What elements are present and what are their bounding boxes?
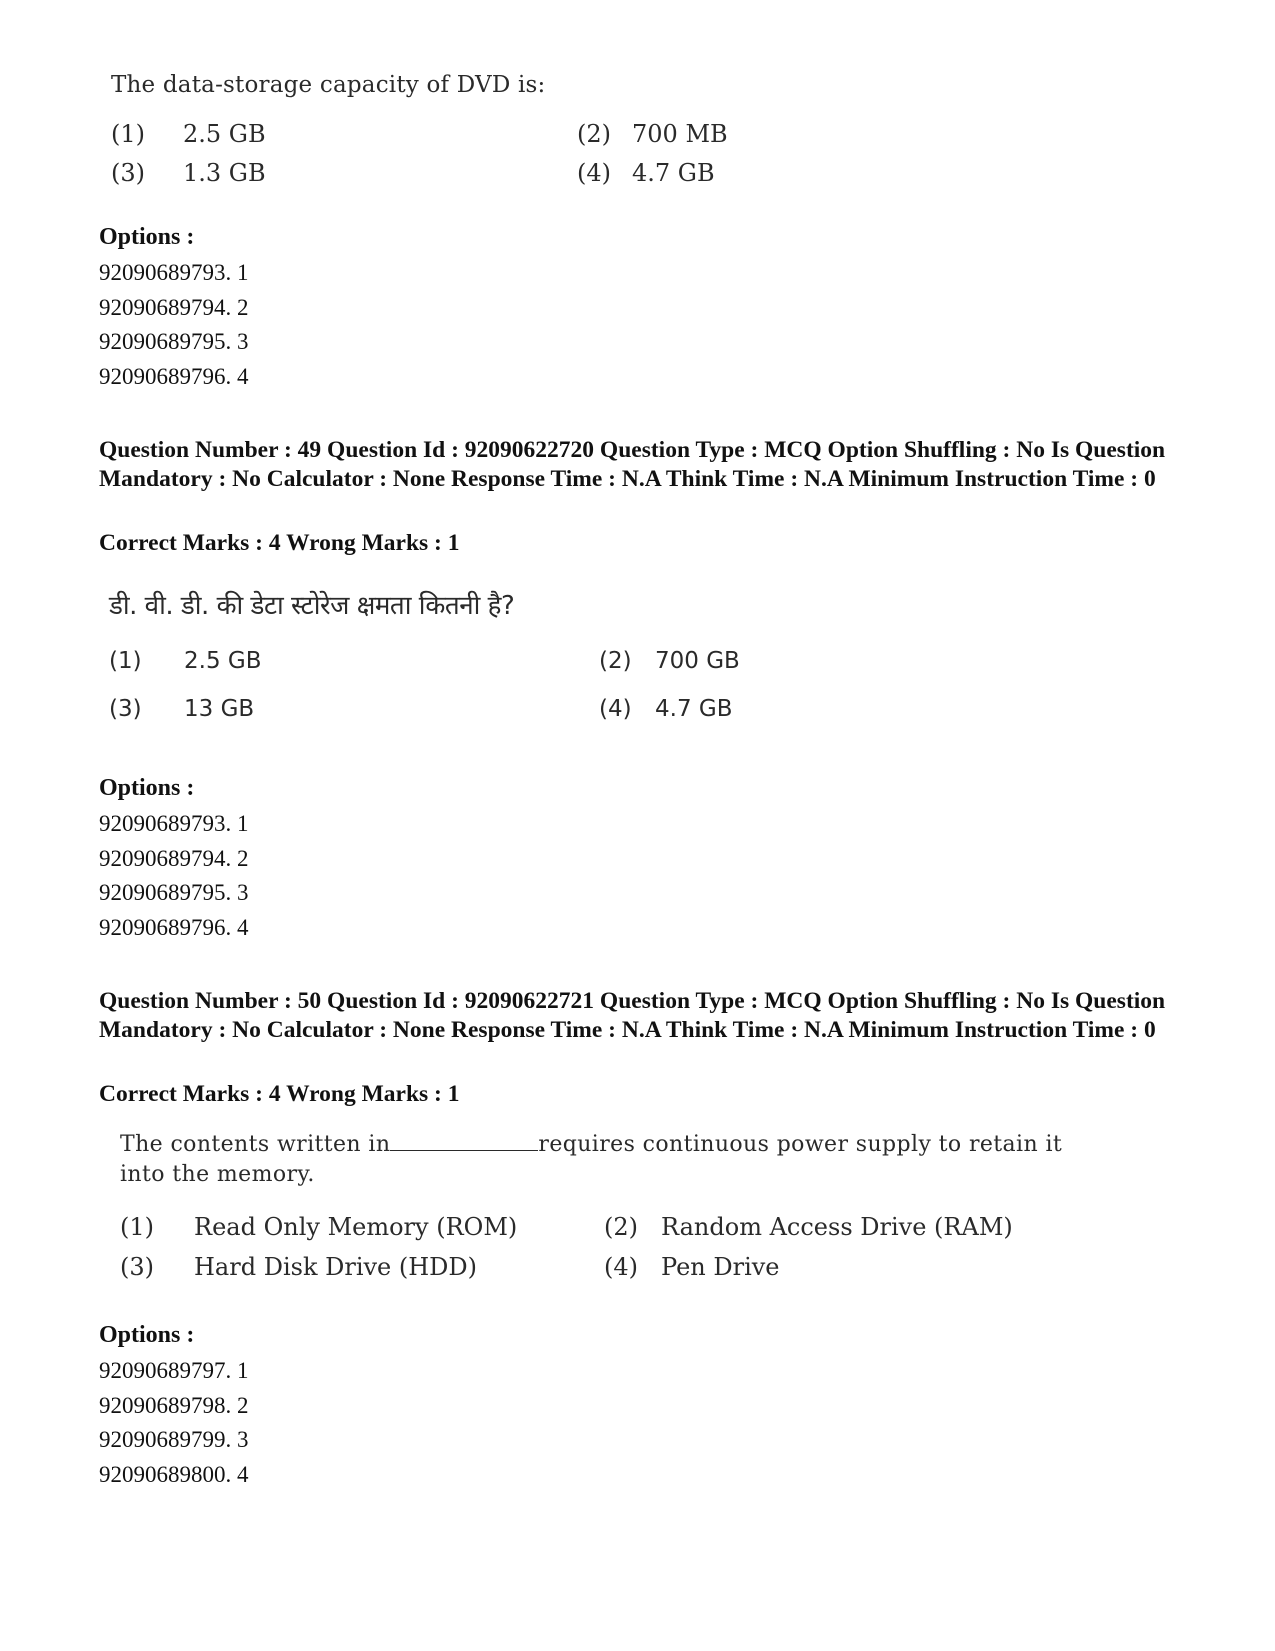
choice-4-text: 4.7 GB — [632, 159, 715, 187]
choice-2-text: 700 GB — [655, 648, 740, 674]
choice-4-text: 4.7 GB — [655, 696, 733, 722]
question-stem: The data-storage capacity of DVD is: — [111, 72, 546, 98]
options-list — [99, 807, 249, 945]
stem-before-blank: The contents written in — [120, 1132, 391, 1157]
choice-1-number: (1) — [120, 1213, 154, 1241]
option-id: 92090689794. 2 — [99, 845, 249, 871]
option-id: 92090689800. 4 — [99, 1461, 249, 1487]
stem-after-blank: requires continuous power supply to retain it into the memory. — [120, 1132, 1063, 1187]
choice-2-text: Random Access Drive (RAM) — [661, 1213, 1013, 1241]
option-id: 92090689797. 1 — [99, 1358, 249, 1383]
question-stem: डी. वी. डी. की डेटा स्टोरेज क्षमता कितनी है? — [109, 591, 515, 621]
choice-3-number: (3) — [120, 1253, 154, 1281]
options-list — [99, 1354, 249, 1492]
question-50-image — [120, 1130, 1120, 1290]
fill-in-blank — [390, 1130, 538, 1151]
choice-2-number: (2) — [577, 120, 611, 148]
option-id: 92090689795. 3 — [99, 329, 249, 354]
question-49-marks: Correct Marks : 4 Wrong Marks : 1 — [99, 530, 460, 556]
choice-2-number: (2) — [604, 1213, 638, 1241]
choice-2-text: 700 MB — [632, 120, 728, 148]
choice-3-number: (3) — [109, 696, 142, 722]
choice-2-number: (2) — [599, 648, 632, 674]
options-label: Options : — [99, 1322, 195, 1348]
choice-3-text: Hard Disk Drive (HDD) — [194, 1253, 478, 1281]
question-49-image — [109, 586, 1109, 726]
question-stem — [120, 1130, 1070, 1190]
option-id: 92090689799. 3 — [99, 1427, 249, 1452]
options-label: Options : — [99, 224, 195, 250]
option-id: 92090689798. 2 — [99, 1392, 249, 1418]
option-id: 92090689796. 4 — [99, 363, 249, 389]
choice-1-text: 2.5 GB — [184, 648, 262, 674]
option-id: 92090689794. 2 — [99, 294, 249, 320]
option-id: 92090689793. 1 — [99, 260, 249, 285]
options-list — [99, 256, 249, 394]
choice-4-number: (4) — [604, 1253, 638, 1281]
choice-3-text: 13 GB — [184, 696, 255, 722]
choice-1-number: (1) — [111, 120, 145, 148]
option-id: 92090689796. 4 — [99, 914, 249, 940]
question-48-image — [111, 72, 1111, 202]
question-50-marks: Correct Marks : 4 Wrong Marks : 1 — [99, 1081, 460, 1107]
choice-4-number: (4) — [577, 159, 611, 187]
choice-1-text: 2.5 GB — [183, 120, 266, 148]
question-50-meta: Question Number : 50 Question Id : 92090622721 Question Type : MCQ Option Shuffling : No Is Question Mandatory : No Calculator : None Response Time : N.A Think Time : N.A Minimum Instruction Time : 0 — [99, 988, 1166, 1043]
options-label: Options : — [99, 775, 195, 801]
option-id: 92090689795. 3 — [99, 880, 249, 905]
question-49-meta: Question Number : 49 Question Id : 92090622720 Question Type : MCQ Option Shuffling : No Is Question Mandatory : No Calculator : None Response Time : N.A Think Time : N.A Minimum Instruction Time : 0 — [99, 437, 1166, 492]
choice-1-number: (1) — [109, 648, 142, 674]
choice-1-text: Read Only Memory (ROM) — [194, 1213, 518, 1241]
choice-4-text: Pen Drive — [661, 1253, 780, 1281]
choice-3-text: 1.3 GB — [183, 159, 266, 187]
choice-4-number: (4) — [599, 696, 632, 722]
option-id: 92090689793. 1 — [99, 811, 249, 836]
choice-3-number: (3) — [111, 159, 145, 187]
